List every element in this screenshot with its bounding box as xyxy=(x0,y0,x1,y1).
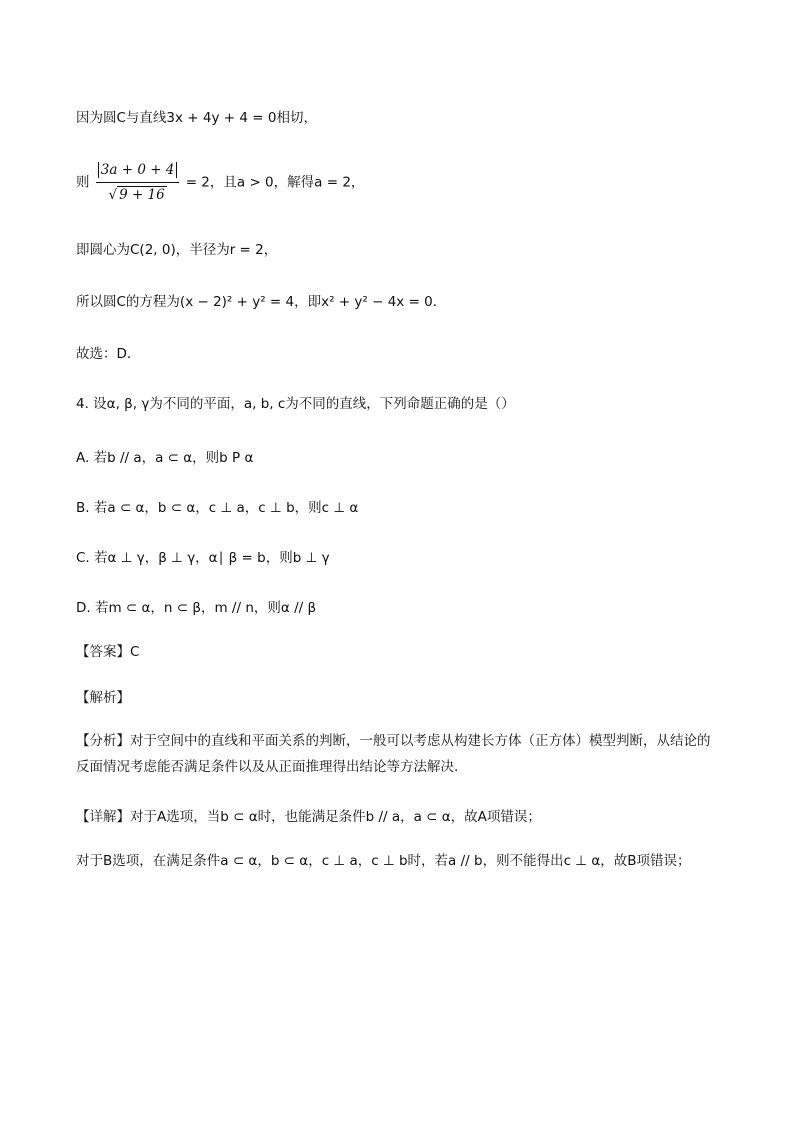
detail-a: 【详解】对于A选项，当b ⊂ α时，也能满足条件b // a，a ⊂ α，故A项错误； xyxy=(76,809,541,825)
analysis-title: 【解析】 xyxy=(76,690,130,706)
option-b: B. 若a ⊂ α，b ⊂ α，c ⊥ a，c ⊥ b，则c ⊥ α xyxy=(76,500,359,516)
detail-b: 对于B选项，在满足条件a ⊂ α，b ⊂ α，c ⊥ a，c ⊥ b时，若a // b，则不能得出c ⊥ α，故B项错误； xyxy=(76,853,691,869)
text-solution: = 2，且a > 0，解得a = 2， xyxy=(185,174,365,191)
answer-label: 【答案】C xyxy=(76,644,140,660)
line-circle-equation: 所以圆C的方程为(x − 2)² + y² = 4，即x² + y² − 4x = 0． xyxy=(76,294,447,310)
option-d: D. 若m ⊂ α，n ⊂ β，m // n，则α // β xyxy=(76,600,317,616)
line-distance-formula xyxy=(76,160,364,205)
fraction-numerator: 3a + 0 + 4 xyxy=(96,160,180,183)
fraction-denominator: √ 9 + 16 xyxy=(108,187,165,203)
option-a: A. 若b // a，a ⊂ α，则b P α xyxy=(76,450,254,466)
line-center-radius: 即圆心为C(2, 0)，半径为r = 2， xyxy=(76,242,278,258)
option-c: C. 若α ⊥ γ，β ⊥ γ，α∣ β = b，则b ⊥ γ xyxy=(76,550,330,566)
analysis-fenxi: 【分析】对于空间中的直线和平面关系的判断，一般可以考虑从构建长方体（正方体）模型判断，从结论的反面情况考虑能否满足条件以及从正面推理得出结论等方法解决. xyxy=(76,733,711,775)
distance-fraction xyxy=(96,160,180,205)
question-4-stem: 4. 设α, β, γ为不同的平面，a, b, c为不同的直线，下列命题正确的是（） xyxy=(76,396,515,412)
line-tangent-condition: 因为圆C与直线3x + 4y + 4 = 0相切， xyxy=(76,110,317,126)
text-ze: 则 xyxy=(76,174,90,191)
line-choice-d: 故选：D． xyxy=(76,346,141,362)
sqrt-icon: √ xyxy=(108,187,118,203)
